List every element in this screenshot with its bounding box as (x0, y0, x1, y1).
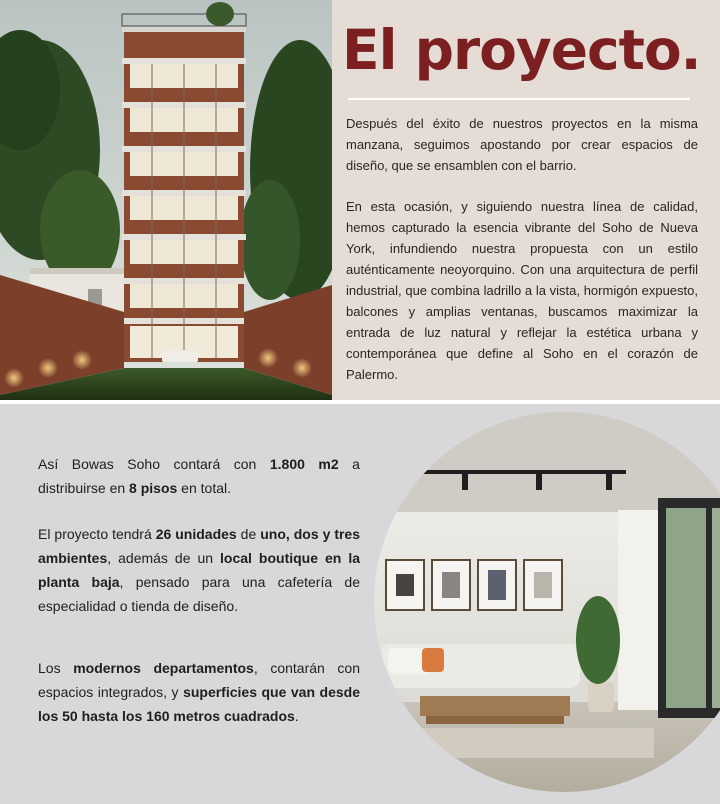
concept-paragraph: En esta ocasión, y siguiendo nuestra línea de calidad, hemos capturado la esencia vibrante del Soho de Nueva York, infundiendo nuestra propuesta con un estilo auténticamente neoyorquino. Con una arquitectura de perfil industrial, que combina ladrillo a la vista, hormigón expuesto, balcones y amplias ventanas, buscamos maximizar la entrada de luz natural y reflejar la estética urbana y contemporánea que define al Soho en el corazón de Palermo. (346, 199, 698, 382)
highlight-units: 26 unidades (155, 526, 237, 542)
highlight-area: 1.800 m2 (269, 456, 339, 472)
text-run: de (236, 526, 261, 542)
text-run: . (294, 708, 299, 724)
project-text-panel (332, 0, 720, 400)
intro-paragraph: Después del éxito de nuestros proyectos en la misma manzana, seguimos apostando por crear espacios de diseño, que se ensamblen con el barrio. (346, 116, 698, 173)
title-divider (348, 98, 690, 100)
highlight-surfaces: superficies que van desde los 50 hasta los 160 metros cuadrados (38, 684, 360, 724)
units-paragraph (38, 522, 360, 618)
text-run: El proyecto tendrá (38, 526, 156, 542)
apartments-paragraph (38, 656, 360, 728)
highlight-rooms: uno, dos y tres ambientes (38, 526, 360, 566)
highlight-boutique: local boutique en la planta baja (38, 550, 360, 590)
living-room-render-image (374, 412, 720, 792)
text-run: Así Bowas Soho contará con (38, 456, 270, 472)
highlight-floors: 8 pisos (129, 480, 178, 496)
page-title: El proyecto. (342, 18, 701, 82)
building-render-image (0, 0, 332, 400)
project-intro-section (0, 0, 720, 400)
surface-paragraph (38, 452, 360, 500)
highlight-apartments: modernos departamentos (73, 660, 254, 676)
text-run: a distribuirse en (38, 456, 360, 496)
text-run: en total. (177, 480, 231, 496)
text-run: , además de un (107, 550, 221, 566)
project-details-section (0, 404, 720, 804)
text-run: , contarán con espacios integrados, y (38, 660, 360, 700)
text-run: , pensado para una cafetería de especialidad o tienda de diseño. (38, 574, 360, 614)
text-run: Los (38, 660, 74, 676)
